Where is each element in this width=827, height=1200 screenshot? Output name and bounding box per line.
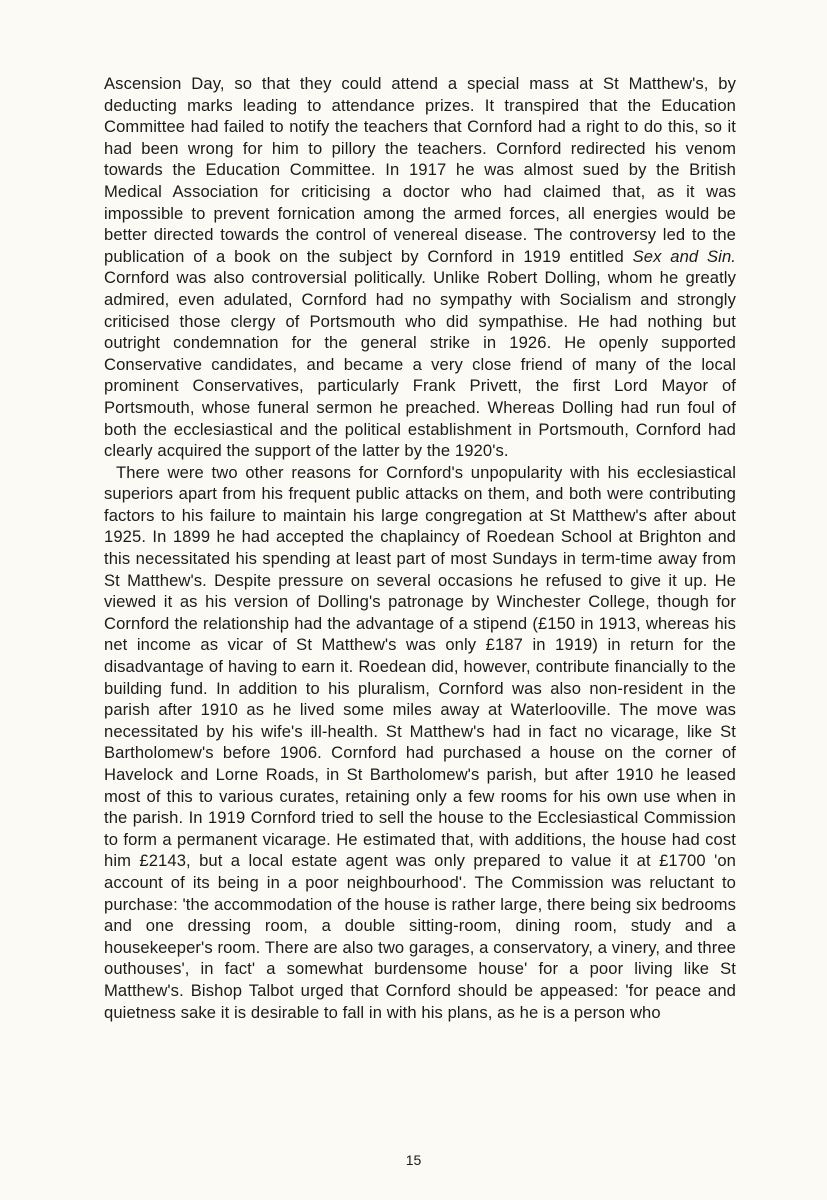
paragraph-1 xyxy=(104,73,736,462)
paragraph-1-text-start: Ascension Day, so that they could attend a special mass at St Matthew's, by deducting marks leading to attendance prizes. It transpired that the Education Committee had failed to notify the teachers that Cornford had a right to do this, so it had been wrong for him to pillory the teachers. Cornford redirected his venom towards the Education Committee. In 1917 he was almost sued by the British Medical Association for criticising a doctor who had claimed that, as it was impossible to prevent fornication among the armed forces, all energies would be better directed towards the control of venereal disease. The controversy led to the publication of a book on the subject by Cornford in 1919 entitled xyxy=(104,74,736,266)
paragraph-2: There were two other reasons for Cornford's unpopularity with his ecclesiastical superiors apart from his frequent public attacks on them, and both were contributing factors to his failure to maintain his large congregation at St Matthew's after about 1925. In 1899 he had accepted the chaplaincy of Roedean School at Brighton and this necessitated his spending at least part of most Sundays in term-time away from St Matthew's. Despite pressure on several occasions he refused to give it up. He viewed it as his version of Dolling's patronage by Winchester College, though for Cornford the relationship had the advantage of a stipend (£150 in 1913, whereas his net income as vicar of St Matthew's was only £187 in 1919) in return for the disadvantage of having to earn it. Roedean did, however, contribute financially to the building fund. In addition to his pluralism, Cornford was also non-resident in the parish after 1910 as he lived some miles away at Waterlooville. The move was necessitated by his wife's ill-health. St Matthew's had in fact no vicarage, like St Bartholomew's before 1906. Cornford had purchased a house on the corner of Havelock and Lorne Roads, in St Bartholomew's parish, but after 1910 he leased most of this to various curates, retaining only a few rooms for his own use when in the parish. In 1919 Cornford tried to sell the house to the Ecclesiastical Commission to form a permanent vicarage. He estimated that, with additions, the house had cost him £2143, but a local estate agent was only prepared to value it at £1700 'on account of its being in a poor neighbourhood'. The Commission was reluctant to purchase: 'the accommodation of the house is rather large, there being six bedrooms and one dressing room, a double sitting-room, dining room, study and a housekeeper's room. There are also two garages, a conservatory, a vinery, and three outhouses', in fact' a somewhat burdensome house' for a poor living like St Matthew's. Bishop Talbot urged that Cornford should be appeased: 'for peace and quietness sake it is desirable to fall in with his plans, as he is a person who xyxy=(104,462,736,1022)
paragraph-1-text-end: Cornford was also controversial politically. Unlike Robert Dolling, whom he greatly admired, even adulated, Cornford had no sympathy with Socialism and strongly criticised those clergy of Portsmouth who did sympathise. He had nothing but outright condemnation for the general strike in 1926. He openly supported Conservative candidates, and became a very close friend of many of the local prominent Conservatives, particularly Frank Privett, the first Lord Mayor of Portsmouth, whose funeral sermon he preached. Whereas Dolling had run foul of both the ecclesiastical and the political establishment in Portsmouth, Cornford had clearly acquired the support of the latter by the 1920's. xyxy=(104,268,736,461)
page-number: 15 xyxy=(405,1152,422,1168)
book-title-italic: Sex and Sin. xyxy=(632,246,736,266)
page-body xyxy=(104,73,736,1023)
